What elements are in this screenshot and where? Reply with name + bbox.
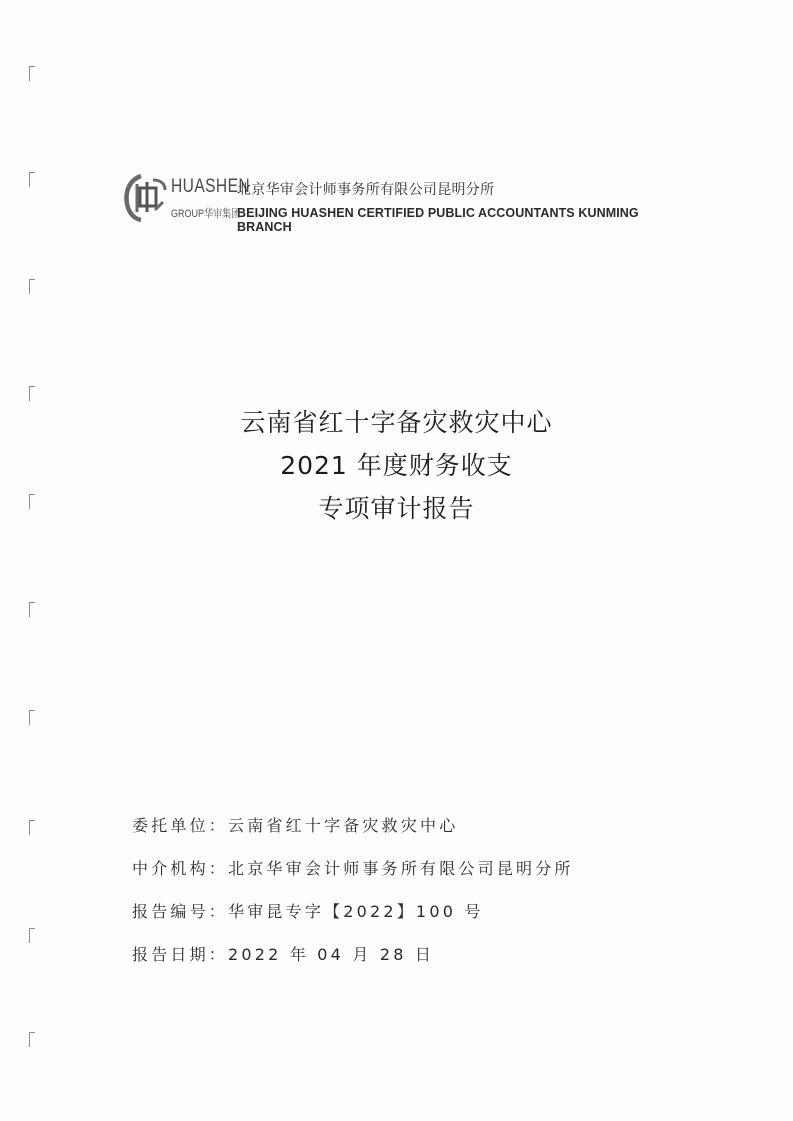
firm-name-chinese: 北京华审会计师事务所有限公司昆明分所: [237, 182, 495, 198]
firm-logo-header: [123, 168, 683, 234]
client-value: 云南省红十字备灾救灾中心: [228, 816, 459, 835]
binding-mark: [29, 66, 35, 81]
binding-mark: [29, 710, 35, 725]
logo-brand-text: HUASHEN: [171, 176, 251, 197]
binding-mark: [29, 820, 35, 835]
binding-mark: [29, 172, 35, 187]
binding-mark: [29, 386, 35, 401]
info-row-report-date: [132, 945, 732, 965]
report-date-label: 报告日期：: [132, 945, 229, 964]
binding-mark: [29, 1032, 35, 1047]
binding-mark: [29, 279, 35, 294]
binding-mark: [29, 928, 35, 943]
info-row-report-number: [132, 902, 732, 922]
logo-group-text: GROUP华审集团: [171, 208, 241, 220]
agency-label: 中介机构：: [132, 859, 229, 878]
report-date-value: 2022 年 04 月 28 日: [228, 945, 435, 964]
report-title: [0, 410, 793, 539]
binding-mark: [29, 602, 35, 617]
firm-name-english: BEIJING HUASHEN CERTIFIED PUBLIC ACCOUNTANTS KUNMING BRANCH: [237, 206, 639, 234]
info-row-client: [132, 816, 732, 836]
agency-value: 北京华审会计师事务所有限公司昆明分所: [228, 859, 574, 878]
title-year-subject: 2021 年度财务收支: [280, 451, 513, 480]
report-info: [132, 816, 732, 988]
report-number-value: 华审昆专字【2022】100 号: [228, 902, 484, 921]
client-label: 委托单位：: [132, 816, 229, 835]
info-row-agency: [132, 859, 732, 879]
huashen-logo-icon: [123, 172, 169, 222]
title-report-type: 专项审计报告: [318, 494, 475, 523]
report-number-label: 报告编号：: [132, 902, 229, 921]
title-organization: 云南省红十字备灾救灾中心: [240, 408, 553, 437]
